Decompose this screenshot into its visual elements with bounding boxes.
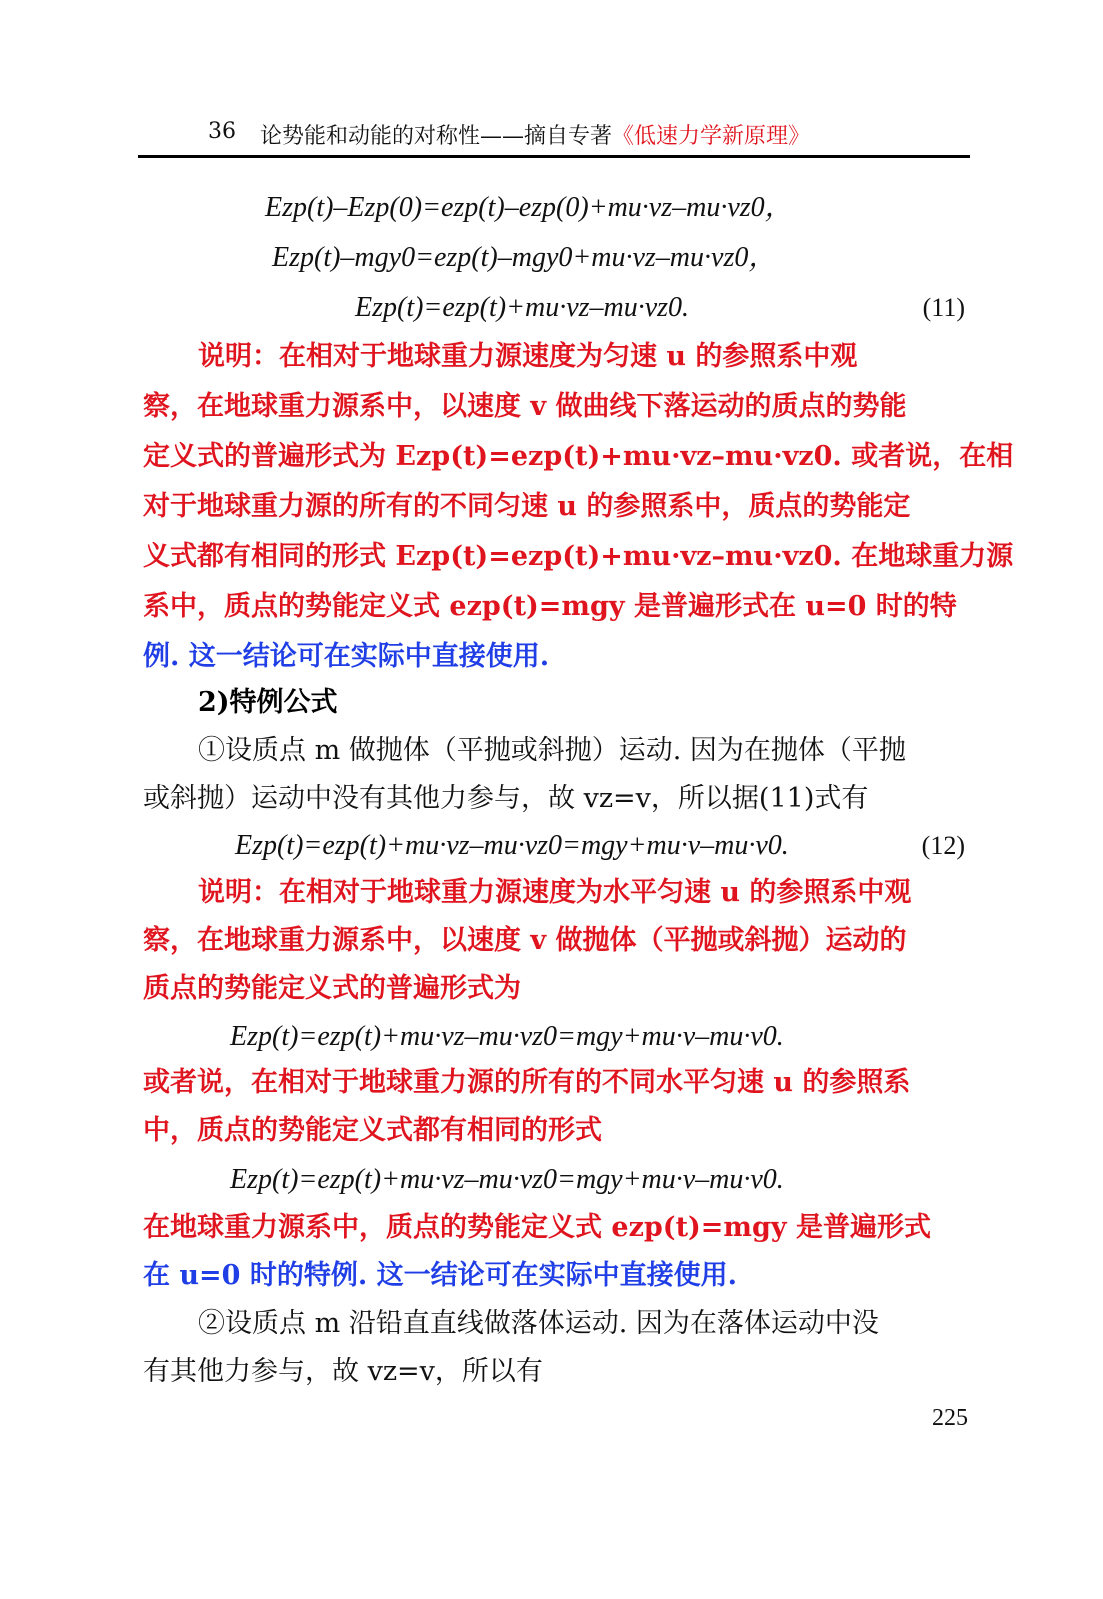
para2-line2: 或斜抛）运动中没有其他力参与，故 vz=v，所以据(11)式有 [143,783,869,814]
equation-12: Ezp(t)=ezp(t)+mu·vz–mu·vz0=mgy+mu·v–mu·v0. [235,830,789,861]
para5-line2: 在 u=0 时的特例. 这一结论可在实际中直接使用. [143,1260,738,1291]
equation-1: Ezp(t)–Ezp(0)=ezp(t)–ezp(0)+mu·vz–mu·vz0， [265,192,793,223]
equation-number-12: (12) [921,831,965,860]
para1-line4: 对于地球重力源的所有的不同匀速 u 的参照系中，质点的势能定 [143,491,911,522]
equation-14: Ezp(t)=ezp(t)+mu·vz–mu·vz0=mgy+mu·v–mu·v0. [230,1164,784,1195]
para1-line5: 义式都有相同的形式 Ezp(t)=ezp(t)+mu·vz–mu·vz0. 在地球重力源 [143,541,1014,572]
para1-line2: 察，在地球重力源系中，以速度 v 做曲线下落运动的质点的势能 [143,391,907,422]
header-book-title: 《低速力学新原理》 [612,124,811,149]
page-header [138,115,970,158]
para2-line1: ①设质点 m 做抛体（平抛或斜抛）运动. 因为在抛体（平抛 [198,735,906,766]
para3-line1: 说明：在相对于地球重力源速度为水平匀速 u 的参照系中观 [198,877,912,908]
header-title-prefix: 论势能和动能的对称性——摘自专著 [260,124,613,149]
header-page-number: 36 [208,119,236,144]
para3-line2: 察，在地球重力源系中，以速度 v 做抛体（平抛或斜抛）运动的 [143,925,907,956]
header-title [260,119,810,150]
para4-line1: 或者说，在相对于地球重力源的所有的不同水平匀速 u 的参照系 [143,1067,911,1098]
para1-line3: 定义式的普遍形式为 Ezp(t)=ezp(t)+mu·vz–mu·vz0. 或者说，在相 [143,441,1014,472]
para1-line7: 例. 这一结论可在实际中直接使用. [143,641,550,672]
equation-11: Ezp(t)=ezp(t)+mu·vz–mu·vz0. [355,292,690,323]
para6-line1: ②设质点 m 沿铅直直线做落体运动. 因为在落体运动中没 [198,1308,879,1339]
para5-line1: 在地球重力源系中，质点的势能定义式 ezp(t)=mgy 是普遍形式 [143,1212,931,1243]
section-heading: 2)特例公式 [198,687,338,718]
para1-line1: 说明：在相对于地球重力源速度为匀速 u 的参照系中观 [198,341,858,372]
para1-line6: 系中，质点的势能定义式 ezp(t)=mgy 是普遍形式在 u=0 时的特 [143,591,957,622]
equation-number-11: (11) [922,293,965,322]
equation-13: Ezp(t)=ezp(t)+mu·vz–mu·vz0=mgy+mu·v–mu·v0. [230,1021,784,1052]
equation-2: Ezp(t)–mgy0=ezp(t)–mgy0+mu·vz–mu·vz0， [272,242,777,273]
para4-line2: 中，质点的势能定义式都有相同的形式 [143,1115,602,1146]
footer-page-number: 225 [932,1405,968,1431]
para3-line3: 质点的势能定义式的普遍形式为 [143,973,521,1004]
para6-line2: 有其他力参与，故 vz=v，所以有 [143,1356,543,1387]
